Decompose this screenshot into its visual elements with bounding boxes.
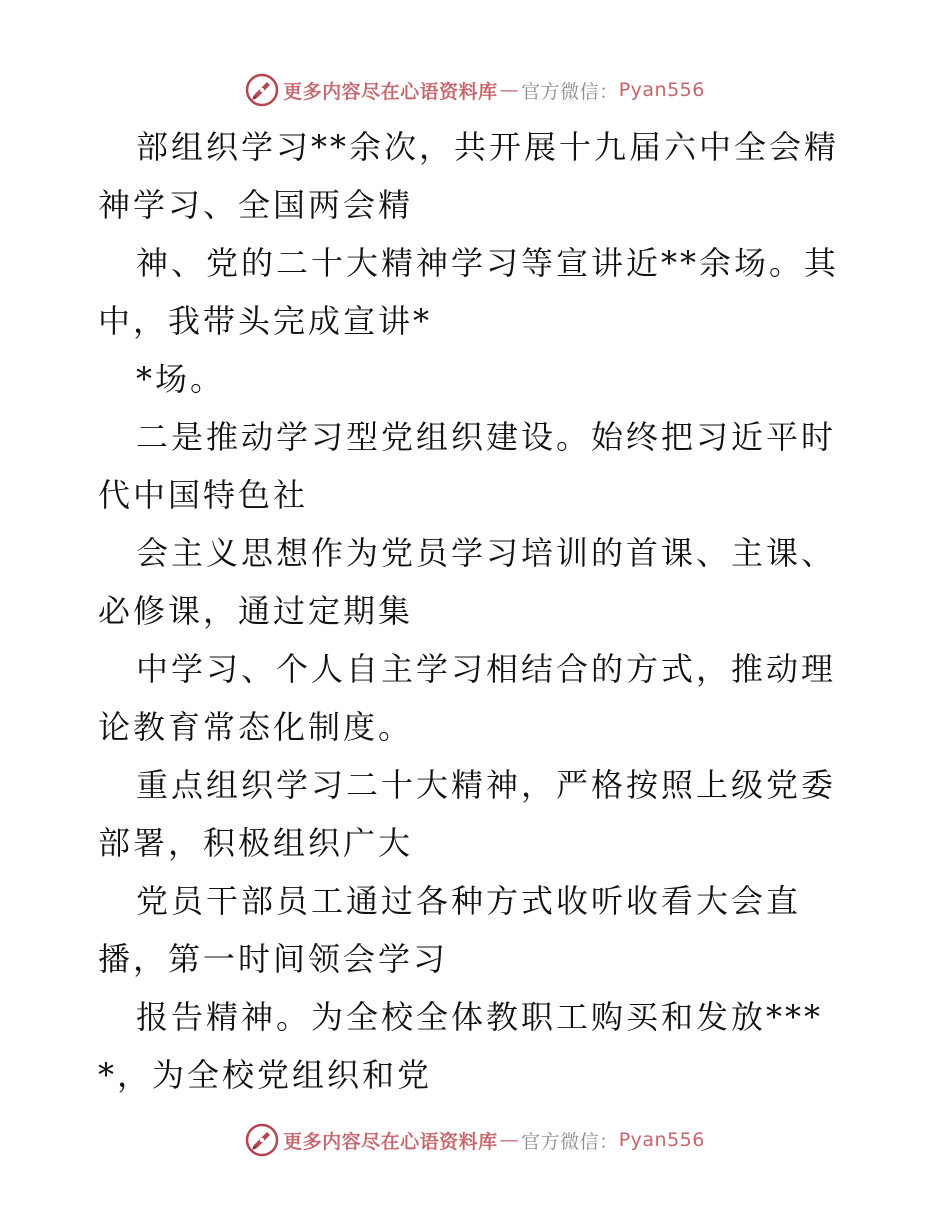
watermark-sub-text: 官方微信： [521,80,619,103]
watermark-main-text: 更多内容尽在心语资料库 [283,80,498,103]
paragraph: 二是推动学习型党组织建设。始终把习近平时代中国特色社 [98,418,837,514]
document-body [98,118,858,1104]
watermark-sub-text: 官方微信： [521,1130,619,1153]
header-watermark [0,70,950,110]
watermark-separator: — [499,1129,520,1151]
paragraph: 神、党的二十大精神学习等宣讲近**余场。其中，我带头完成宣讲* [98,244,840,340]
watermark-id-text: Pyan556 [618,1129,705,1151]
paragraph: 党员干部员工通过各种方式收听收看大会直播，第一时间领会学习 [98,882,802,978]
watermark-id-text: Pyan556 [618,79,705,101]
paragraph: 会主义思想作为党员学习培训的首课、主课、必修课，通过定期集 [98,534,837,630]
paragraph: *场。 [136,360,226,398]
brand-logo-icon [245,1123,279,1157]
paragraph: 重点组织学习二十大精神，严格按照上级党委部署，积极组织广大 [98,766,837,862]
watermark-separator: — [499,79,520,101]
footer-watermark [0,1120,950,1160]
brand-logo-icon [245,73,279,107]
watermark-main-text: 更多内容尽在心语资料库 [283,1130,498,1153]
paragraph: 中学习、个人自主学习相结合的方式，推动理论教育常态化制度。 [98,650,837,746]
paragraph: 部组织学习**余次，共开展十九届六中全会精神学习、全国两会精 [98,128,840,224]
paragraph: 报告精神。为全校全体教职工购买和发放****，为全校党组织和党 [98,998,824,1094]
